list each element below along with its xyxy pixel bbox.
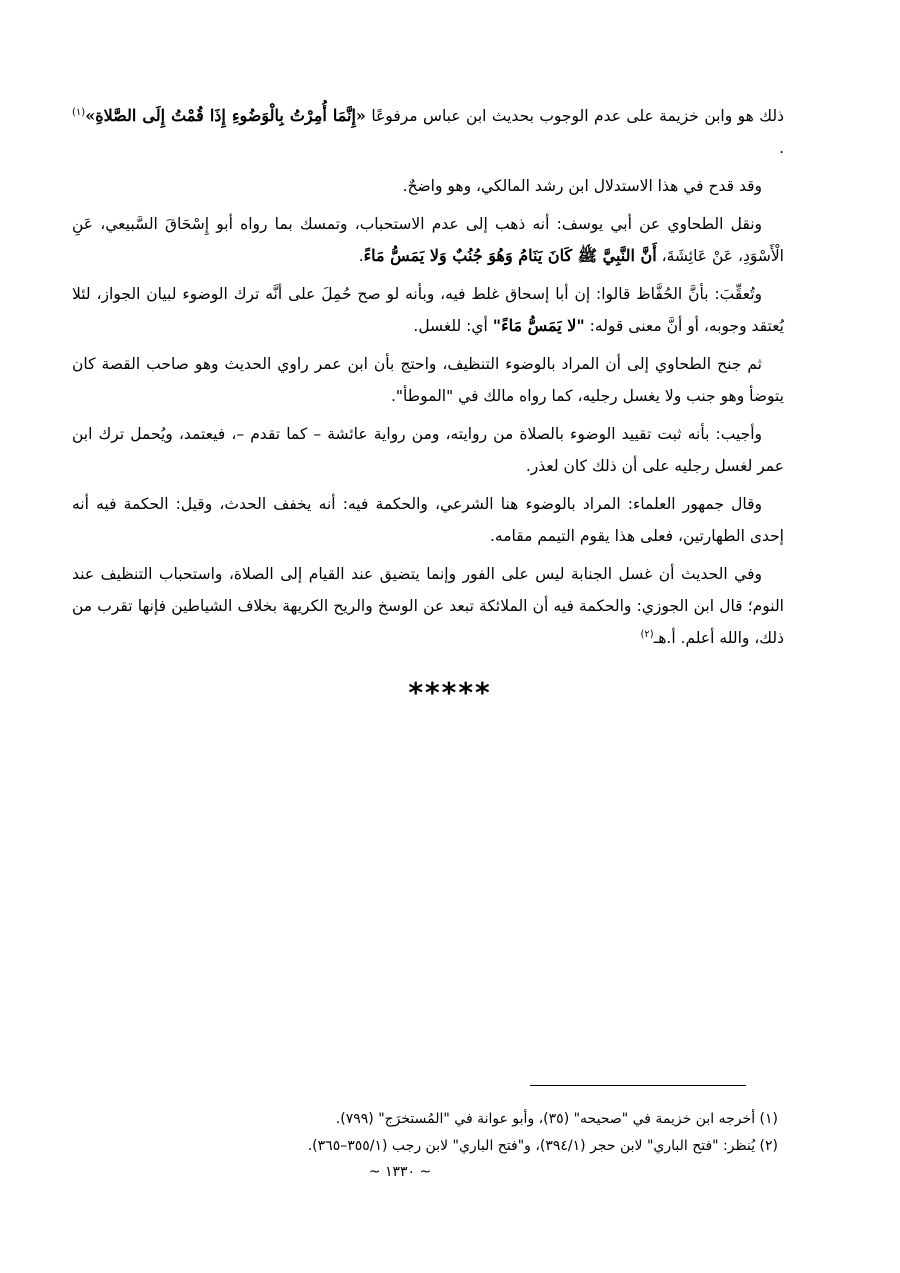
page-number: ~ ١٣٣٠ ~ xyxy=(368,1164,432,1180)
paragraph-8 xyxy=(72,558,784,654)
footnote-ref-1[interactable]: (١) xyxy=(72,106,86,118)
paragraph-5: ثم جنح الطحاوي إلى أن المراد بالوضوء التنظيف، واحتج بأن ابن عمر راوي الحديث وهو صاحب القصة كان يتوضأ وهو جنب ولا يغسل رجليه، كما رواه مالك في "الموطأ". xyxy=(72,355,784,405)
paragraph-4-text: وتُعقِّبَ: بأنَّ الحُفَّاظ قالوا: إن أبا إسحاق غلط فيه، وبأنه لو صح حُمِلَ على أنَّه ترك الوضوء لبيان الجواز، لئلا يُعتقد وجوبه، أو أنَّ معنى قوله: xyxy=(72,285,784,335)
section-separator: ***** xyxy=(408,676,492,709)
paragraph-4 xyxy=(72,278,784,342)
footnote-divider xyxy=(530,1085,746,1086)
paragraph-1-end: . xyxy=(779,139,784,157)
paragraph-3-end: . xyxy=(358,247,364,265)
footnote-1: (١) أخرجه ابن خزيمة في "صحيحه" (٣٥)، وأبو عوانة في "المُستخرَج" (٧٩٩). xyxy=(335,1111,778,1127)
paragraph-8-text: وفي الحديث أن غسل الجنابة ليس على الفور وإنما يتضيق عند القيام إلى الصلاة، واستحباب التنظيف عند النوم؛ قال ابن الجوزي: والحكمة فيه أن الملائكة تبعد عن الوسخ والريح الكريهة بخلاف الشياطين فإنها تقرب من ذلك، والله أعلم. أ.هـ xyxy=(72,565,784,647)
paragraph-3-text: ونقل الطحاوي عن أبي يوسف: أنه ذهب إلى عدم الاستحباب، وتمسك بما رواه أبو إِسْحَاقَ السَّبيعي، عَنِ الْأَسْوَدِ، عَنْ عَائِشَةَ، xyxy=(72,215,784,265)
paragraph-4-end: أي: للغسل. xyxy=(413,317,493,335)
hadith-quote-2: أَنَّ النَّبِيَّ ﷺ كَانَ يَنَامُ وَهُوَ جُنُبٌ وَلا يَمَسُّ مَاءً xyxy=(363,246,657,265)
paragraph-1 xyxy=(72,100,784,164)
footnote-ref-2[interactable]: (٢) xyxy=(640,628,654,640)
hadith-quote-3: "لا يَمَسُّ مَاءً" xyxy=(492,316,585,335)
paragraph-7: وقال جمهور العلماء: المراد بالوضوء هنا الشرعي، والحكمة فيه: أنه يخفف الحدث، وقيل: الحكمة فيه أنه إحدى الطهارتين، فعلى هذا يقوم التيمم مقامه. xyxy=(72,495,784,545)
paragraph-3 xyxy=(72,208,784,272)
main-text xyxy=(72,100,784,660)
footnotes xyxy=(150,1106,778,1160)
footnote-2: (٢) يُنظر: "فتح الباري" لابن حجر (٣٩٤/١)، و"فتح الباري" لابن رجب (٣٥٥/١–٣٦٥). xyxy=(307,1138,778,1154)
paragraph-1-text: ذلك هو وابن خزيمة على عدم الوجوب بحديث ابن عباس مرفوعًا xyxy=(365,107,784,125)
paragraph-6: وأجيب: بأنه ثبت تقييد الوضوء بالصلاة من روايته، ومن رواية عائشة – كما تقدم –، فيعتمد، ويُحمل ترك ابن عمر لغسل رجليه على أن ذلك كان لعذر. xyxy=(72,425,784,475)
hadith-quote-1: «إِنَّمَا أُمِرْتُ بِالْوَضُوءِ إِذَا قُمْتُ إِلَى الصَّلاةِ» xyxy=(85,106,366,125)
paragraph-2: وقد قدح في هذا الاستدلال ابن رشد المالكي، وهو واضحٌ. xyxy=(402,177,762,195)
